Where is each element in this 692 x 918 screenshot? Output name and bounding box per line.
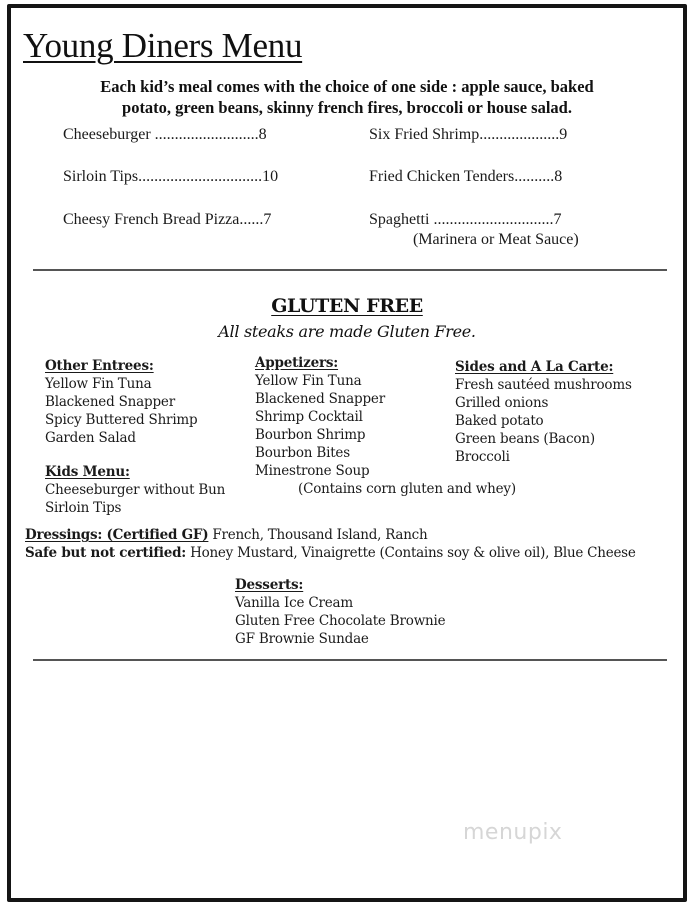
dressings-safe-items: Honey Mustard, Vinaigrette (Contains soy & olive oil), Blue Cheese <box>186 545 636 561</box>
list-item: Broccoli <box>455 449 510 465</box>
desserts-section <box>235 576 445 648</box>
kids-item-sirloin-tips: Sirloin Tips...............................10 <box>63 168 279 185</box>
list-item: Sirloin Tips <box>45 500 122 516</box>
list-item: Green beans (Bacon) <box>455 431 595 447</box>
list-item: Vanilla Ice Cream <box>235 595 353 611</box>
kids-item-cheeseburger: Cheeseburger ..........................8 <box>63 126 267 143</box>
kids-item-fried-chicken-tenders: Fried Chicken Tenders..........8 <box>369 168 563 185</box>
kids-meal-intro <box>11 76 683 118</box>
list-item: Grilled onions <box>455 395 549 411</box>
list-item: Bourbon Bites <box>255 445 350 461</box>
sides-section <box>455 358 632 466</box>
list-item: Blackened Snapper <box>255 391 385 407</box>
list-item: Garden Salad <box>45 430 136 446</box>
gf-kids-menu-section <box>45 463 225 517</box>
list-item: Spicy Buttered Shrimp <box>45 412 198 428</box>
list-item: Baked potato <box>455 413 544 429</box>
dressings-safe <box>25 544 636 562</box>
dressings-safe-label: Safe but not certified: <box>25 545 187 561</box>
dressings-certified-label: Dressings: (Certified GF) <box>25 527 209 543</box>
list-item: GF Brownie Sundae <box>235 631 369 647</box>
menu-page <box>7 4 687 902</box>
dressings-certified-items: French, Thousand Island, Ranch <box>208 527 428 543</box>
sides-heading: Sides and A La Carte: <box>455 359 614 375</box>
appetizers-note: (Contains corn gluten and whey) <box>298 481 516 497</box>
section-divider <box>33 269 667 271</box>
list-item: Minestrone Soup <box>255 463 370 479</box>
appetizers-heading: Appetizers: <box>255 355 339 371</box>
intro-line-1: Each kid’s meal comes with the choice of one side : apple sauce, baked <box>100 77 594 96</box>
watermark: menupix <box>463 820 563 845</box>
list-item: Yellow Fin Tuna <box>255 373 362 389</box>
kids-item-spaghetti: Spaghetti ..............................7 <box>369 211 562 228</box>
gf-kids-menu-heading: Kids Menu: <box>45 464 130 480</box>
list-item: Blackened Snapper <box>45 394 175 410</box>
list-item: Yellow Fin Tuna <box>45 376 152 392</box>
other-entrees-section <box>45 357 197 447</box>
spaghetti-note: (Marinera or Meat Sauce) <box>413 231 579 248</box>
menu-title: Young Diners Menu <box>23 26 303 65</box>
list-item: Bourbon Shrimp <box>255 427 366 443</box>
intro-line-2: potato, green beans, skinny french fires, broccoli or house salad. <box>122 98 572 117</box>
other-entrees-heading: Other Entrees: <box>45 358 154 374</box>
desserts-heading: Desserts: <box>235 577 304 593</box>
list-item: Cheeseburger without Bun <box>45 482 226 498</box>
kids-item-french-bread-pizza: Cheesy French Bread Pizza......7 <box>63 211 272 228</box>
list-item: Gluten Free Chocolate Brownie <box>235 613 446 629</box>
dressings-certified <box>25 526 427 544</box>
gluten-free-title: GLUTEN FREE <box>271 295 423 317</box>
gluten-free-subtitle: All steaks are made Gluten Free. <box>218 322 476 341</box>
list-item: Shrimp Cocktail <box>255 409 363 425</box>
section-divider-bottom <box>33 659 667 661</box>
list-item: Fresh sautéed mushrooms <box>455 377 632 393</box>
kids-item-six-fried-shrimp: Six Fried Shrimp....................9 <box>369 126 568 143</box>
